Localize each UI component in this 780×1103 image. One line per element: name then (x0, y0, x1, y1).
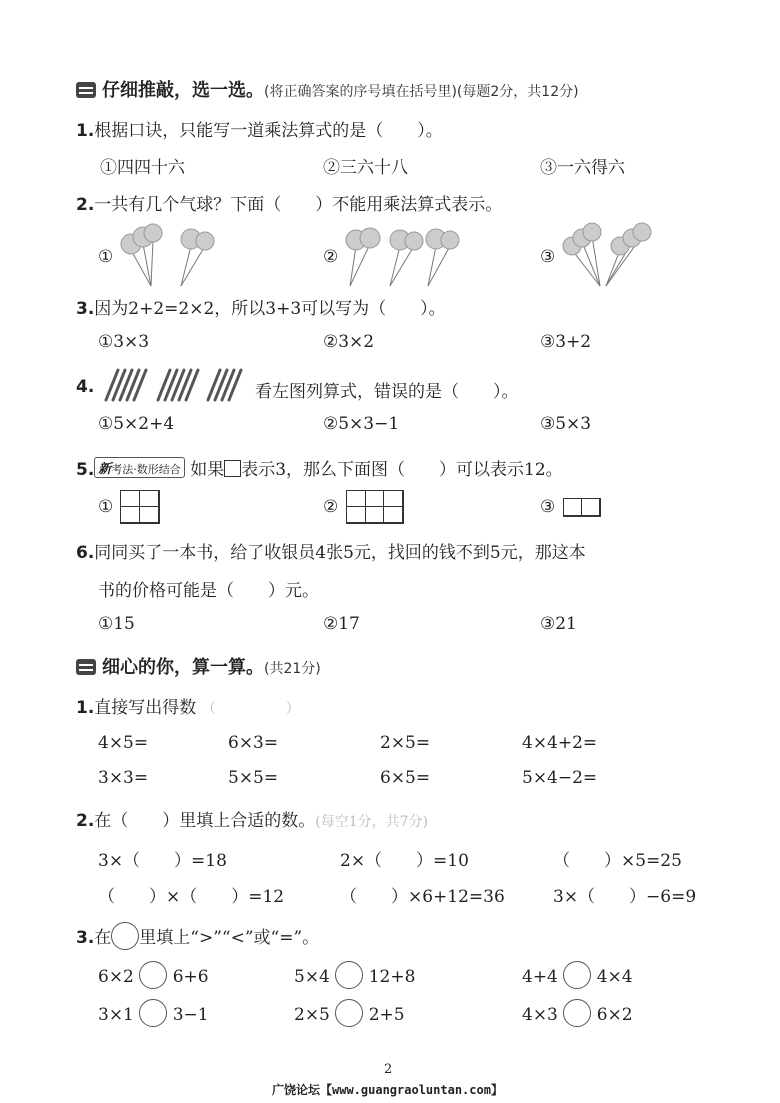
question-text-a: 如果 (190, 460, 225, 480)
compare-blank[interactable] (335, 999, 363, 1027)
compare-item (98, 961, 209, 989)
question-text: 同同买了一本书，给了收银员4张5元，找回的钱不到5元，那这本 (94, 543, 586, 563)
question-text: 直接写出得数 (94, 698, 197, 718)
compare-right: 2+5 (368, 1005, 405, 1025)
question-number: 1. (76, 698, 95, 718)
compare-left: 3×1 (98, 1005, 134, 1025)
option-2-label: ② (323, 497, 339, 517)
question-note: (每空1分，共7分) (315, 814, 429, 830)
expression: 3×（ ）−6=9 (553, 887, 697, 907)
option-2-label: ② (323, 247, 339, 267)
section1-note: (将正确答案的序号填在括号里)(每题2分，共12分) (264, 84, 579, 100)
grid-2x3-icon (346, 490, 404, 524)
compare-item (294, 999, 405, 1027)
option-1: ①四四十六 (100, 158, 185, 178)
question-1-6-line2: 书的价格可能是（ ）元。 (98, 581, 319, 601)
question-text-b: 表示3，那么下面图（ ）可以表示12。 (241, 460, 563, 480)
compare-right: 3−1 (172, 1005, 209, 1025)
compare-blank[interactable] (563, 961, 591, 989)
grid-2x2-icon (120, 490, 160, 524)
question-text-a: 在 (94, 928, 112, 948)
option-2: ②3×2 (323, 332, 375, 352)
question-1-6-line1 (76, 538, 586, 563)
question-text-b: 里填上“>”“<”或“=”。 (139, 928, 320, 948)
question-number: 2. (76, 195, 95, 215)
expression: 2×（ ）=10 (340, 851, 469, 871)
section2-title: 细心的你，算一算。 (102, 657, 264, 678)
expression: 2×5= (380, 733, 431, 753)
question-number: 3. (76, 928, 95, 948)
expression: 4×5= (98, 733, 149, 753)
compare-item (98, 999, 209, 1027)
option-3: ③5×3 (540, 414, 592, 434)
square-icon (224, 460, 241, 477)
compare-blank[interactable] (139, 961, 167, 989)
question-1-2 (76, 190, 502, 215)
question-number: 1. (76, 121, 95, 141)
compare-blank[interactable] (139, 999, 167, 1027)
question-1-5 (76, 455, 563, 480)
page-number: 2 (384, 1062, 393, 1077)
compare-blank[interactable] (563, 999, 591, 1027)
compare-left: 4+4 (522, 967, 558, 987)
question-2-3 (76, 922, 319, 950)
question-number: 6. (76, 543, 95, 563)
question-text: 因为2+2=2×2，所以3+3可以写为（ ）。 (94, 299, 446, 319)
expression: 5×5= (228, 768, 279, 788)
section-number-icon (76, 659, 96, 675)
expression: （ ）×（ ）=12 (98, 887, 285, 907)
question-text: 一共有几个气球？下面（ ）不能用乘法算式表示。 (94, 195, 503, 215)
option-3-label: ③ (540, 497, 556, 517)
expression: 6×3= (228, 733, 279, 753)
compare-left: 2×5 (294, 1005, 330, 1025)
section1-title: 仔细推敲，选一选。 (102, 80, 264, 101)
circle-blank-icon (111, 922, 139, 950)
question-2-2 (76, 806, 428, 831)
compare-right: 4×4 (596, 967, 633, 987)
compare-left: 6×2 (98, 967, 134, 987)
option-1: ①5×2+4 (98, 414, 175, 434)
compare-right: 12+8 (368, 967, 416, 987)
question-note: （ ） (201, 701, 300, 717)
tag-text: 考法·数形结合 (111, 463, 181, 476)
compare-item (294, 961, 415, 989)
expression: （ ）×6+12=36 (340, 887, 505, 907)
question-text: 根据口诀，只能写一道乘法算式的是（ ）。 (94, 121, 443, 141)
compare-left: 5×4 (294, 967, 330, 987)
expression: 4×4+2= (522, 733, 598, 753)
tag-new: 新 (98, 462, 112, 477)
compare-item (522, 999, 633, 1027)
question-1-4: 看左图列算式，错误的是（ ）。 (255, 382, 519, 402)
option-3: ③21 (540, 614, 577, 634)
question-number: 3. (76, 299, 95, 319)
question-number: 4. (76, 377, 95, 397)
compare-left: 4×3 (522, 1005, 558, 1025)
option-1: ①15 (98, 614, 135, 634)
section2-heading (76, 653, 321, 679)
compare-right: 6+6 (172, 967, 209, 987)
question-1-4-number (76, 377, 94, 397)
option-3: ③3+2 (540, 332, 592, 352)
option-2: ②17 (323, 614, 360, 634)
expression: 6×5= (380, 768, 431, 788)
option-1-label: ① (98, 247, 114, 267)
expression: 5×4−2= (522, 768, 598, 788)
question-2-1 (76, 693, 300, 718)
compare-blank[interactable] (335, 961, 363, 989)
question-number: 5. (76, 460, 95, 480)
option-3: ③一六得六 (540, 158, 625, 178)
option-2: ②三六十八 (323, 158, 408, 178)
section-number-icon (76, 82, 96, 98)
balloon-group-3-icon (560, 220, 655, 288)
pencils-icon (100, 366, 250, 404)
expression: 3×（ ）=18 (98, 851, 227, 871)
section1-heading (76, 76, 579, 102)
question-1-3 (76, 294, 446, 319)
question-number: 2. (76, 811, 95, 831)
question-text: 在（ ）里填上合适的数。 (94, 811, 316, 831)
balloon-group-1-icon (115, 220, 225, 288)
expression: 3×3= (98, 768, 149, 788)
compare-item (522, 961, 633, 989)
option-1-label: ① (98, 497, 114, 517)
option-1: ①3×3 (98, 332, 150, 352)
grid-1x2-icon (563, 498, 601, 517)
expression: （ ）×5=25 (553, 851, 682, 871)
balloon-group-2-icon (340, 222, 465, 288)
option-3-label: ③ (540, 247, 556, 267)
new-method-tag (94, 457, 185, 478)
question-1-1 (76, 116, 443, 141)
option-2: ②5×3−1 (323, 414, 400, 434)
section2-note: (共21分) (264, 661, 321, 677)
compare-right: 6×2 (596, 1005, 633, 1025)
footer-url: 广饶论坛【www.guangraoluntan.com】 (272, 1083, 503, 1097)
